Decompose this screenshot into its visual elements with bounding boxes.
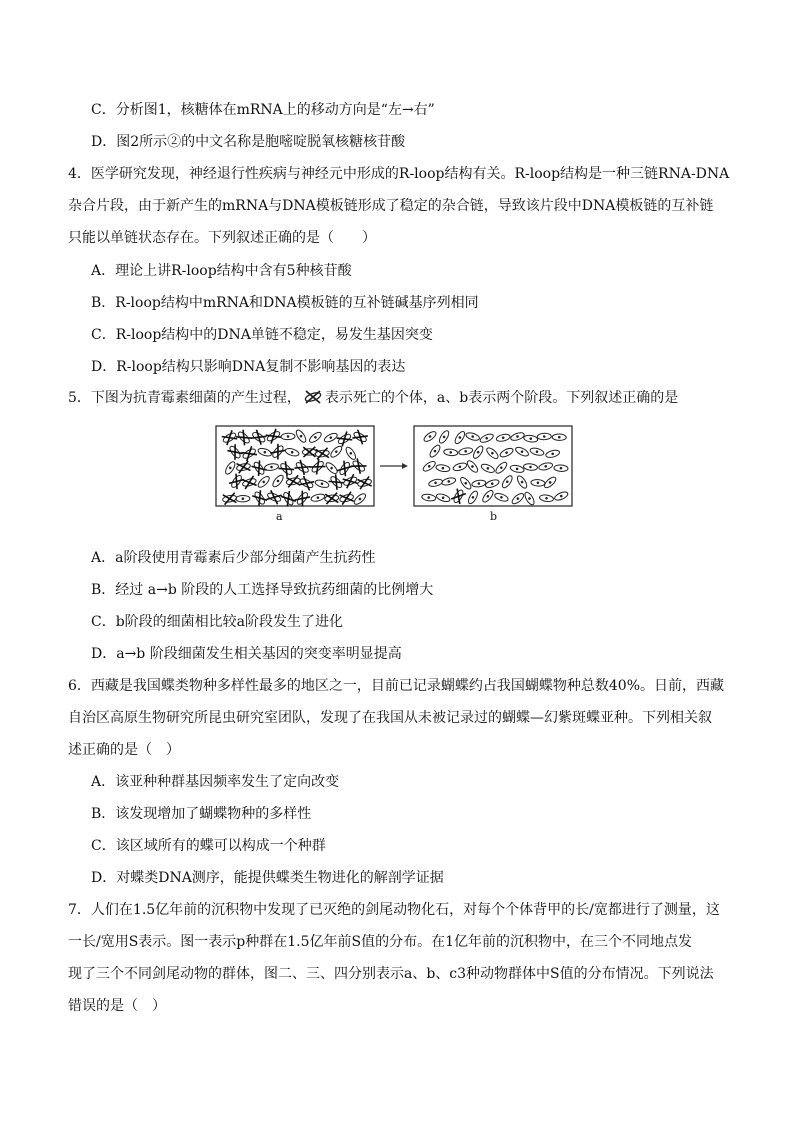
q3-option-d: D．图2所示②的中文名称是胞嘧啶脱氧核糖核苷酸 <box>91 134 406 150</box>
panel-b-label: b <box>490 510 498 523</box>
q6-option-d: D．对蝶类DNA测序，能提供蝶类生物进化的解剖学证据 <box>91 870 444 886</box>
q7-stem-line2: 一长/宽用S表示。图一表示p种群在1.5亿年前S值的分布。在1亿年前的沉积物中，在三个不同地点发 <box>68 934 693 950</box>
q5-option-d: D．a→b 阶段细菌发生相关基因的突变率明显提高 <box>91 646 402 662</box>
q4-option-c: C．R-loop结构中的DNA单链不稳定，易发生基因突变 <box>91 327 433 343</box>
q4-option-d: D．R-loop结构只影响DNA复制不影响基因的表达 <box>91 359 406 375</box>
right-arrow-icon <box>380 463 408 469</box>
q6-stem-line1: 6．西藏是我国蝶类物种多样性最多的地区之一，目前已记录蝴蝶约占我国蝴蝶物种总数40%。日前，西藏 <box>68 678 725 694</box>
q7-stem-line1: 7．人们在1.5亿年前的沉积物中发现了已灭绝的剑尾动物化石，对每个个体背甲的长/宽都进行了测量，这 <box>68 902 720 918</box>
q5-option-b: B．经过 a→b 阶段的人工选择导致抗药细菌的比例增大 <box>91 582 434 598</box>
q4-stem-line3: 只能以单链状态存在。下列叙述正确的是（ ） <box>68 230 376 246</box>
q4-option-b: B．R-loop结构中mRNA和DNA模板链的互补链碱基序列相同 <box>91 295 479 311</box>
q4-option-a: A．理论上讲R-loop结构中含有5种核苷酸 <box>91 263 352 279</box>
q4-stem-line2: 杂合片段，由于新产生的mRNA与DNA模板链形成了稳定的杂合链，导致该片段中DNA模板链的互补链 <box>68 198 714 214</box>
q4-stem-line1: 4．医学研究发现，神经退行性疾病与神经元中形成的R-loop结构有关。R-loop结构是一种三链RNA-DNA <box>68 166 730 182</box>
q5-option-a: A．a阶段使用青霉素后少部分细菌产生抗药性 <box>91 550 376 566</box>
q5-option-c: C．b阶段的细菌相比较a阶段发生了进化 <box>91 614 344 630</box>
panel-a-label: a <box>276 510 283 523</box>
q7-stem-line3: 现了三个不同剑尾动物的群体，图二、三、四分别表示a、b、c3种动物群体中S值的分布情况。下列说法 <box>68 966 714 982</box>
q3-option-c: C．分析图1，核糖体在mRNA上的移动方向是“左→右” <box>91 102 435 118</box>
crossed-bacterium-icon <box>303 390 323 404</box>
q5-stem <box>68 389 678 407</box>
q6-stem-line2: 自治区高原生物研究所昆虫研究室团队，发现了在我国从未被记录过的蝴蝶—幻紫斑蝶亚种。下列相关叙 <box>68 710 712 726</box>
q6-option-b: B．该发现增加了蝴蝶物种的多样性 <box>91 806 312 822</box>
q6-option-c: C．该区域所有的蝶可以构成一个种群 <box>91 838 326 854</box>
q7-stem-line4: 错误的是（ ） <box>68 998 166 1014</box>
q5-stem-part1: 5．下图为抗青霉素细菌的产生过程， <box>68 390 301 406</box>
bacteria-figure <box>214 424 574 524</box>
q6-option-a: A．该亚种种群基因频率发生了定向改变 <box>91 774 340 790</box>
q6-stem-line3: 述正确的是（ ） <box>68 742 180 758</box>
q5-stem-part2: 表示死亡的个体，a、b表示两个阶段。下列叙述正确的是 <box>324 390 679 406</box>
